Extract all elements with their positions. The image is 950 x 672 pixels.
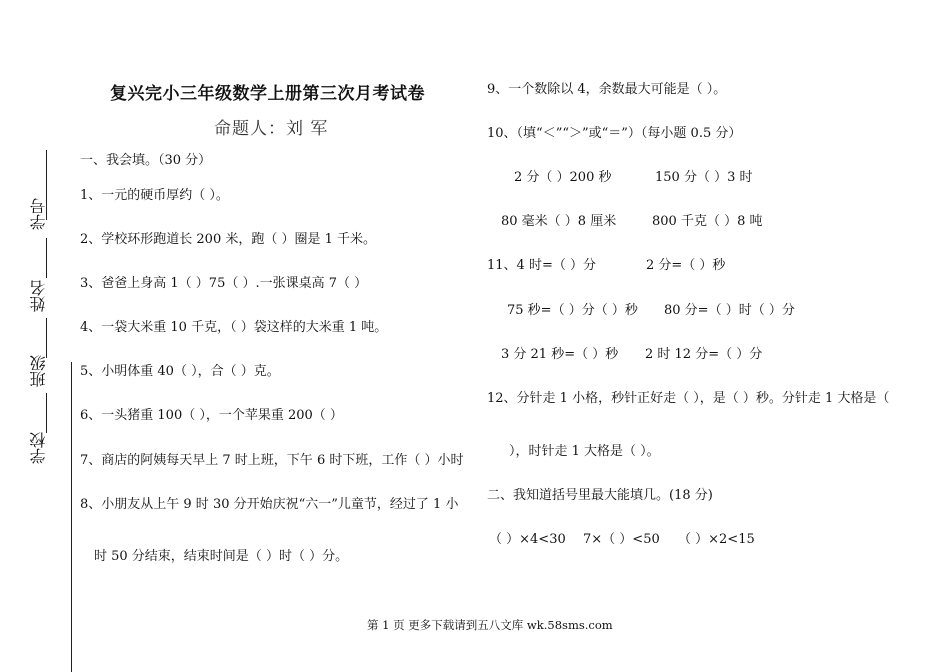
question-11-row1-a: 11、4 时=（ ）分 xyxy=(487,258,596,273)
student-id-label: 学号 xyxy=(29,198,48,230)
question-11-row3-b: 2 时 12 分=（ ）分 xyxy=(645,347,763,362)
question-10-row1-b: 150 分（ ）3 时 xyxy=(655,170,753,185)
question-2: 2、学校环形跑道长 200 米，跑（ ）圈是 1 千米。 xyxy=(80,232,377,247)
question-3: 3、爸爸上身高 1（ ）75（ ）.一张课桌高 7（ ） xyxy=(80,276,368,291)
binding-line-mid1 xyxy=(46,238,47,278)
question-7: 7、商店的阿姨每天早上 7 时上班，下午 6 时下班，工作（ ）小时 xyxy=(80,453,464,468)
binding-line-mid3 xyxy=(46,393,47,433)
question-5: 5、小明体重 40（ ），合（ ）克。 xyxy=(80,364,280,379)
question-10-row1-a: 2 分（ ）200 秒 xyxy=(514,170,612,185)
question-10-row2-a: 80 毫米（ ）8 厘米 xyxy=(501,214,617,229)
name-label: 姓名 xyxy=(29,280,48,312)
question-9: 9、一个数除以 4，余数最大可能是（ ）。 xyxy=(487,82,727,97)
question-12-line-2: ），时针走 1 大格是（ ）。 xyxy=(509,444,660,459)
question-11-row2-b: 80 分=（ ）时（ ）分 xyxy=(664,303,795,318)
question-12-line-1: 12、分针走 1 小格，秒针正好走（ ），是（ ）秒。分针走 1 大格是（ xyxy=(487,391,890,406)
column-divider-line xyxy=(71,362,72,672)
section-2-heading: 二、我知道括号里最大能填几。(18 分) xyxy=(487,488,713,503)
question-11-row3-a: 3 分 21 秒=（ ）秒 xyxy=(501,347,619,362)
section-2-item-2: 7×（ ）<50 xyxy=(583,532,660,547)
question-6: 6、一头猪重 100（ ），一个苹果重 200（ ） xyxy=(80,408,343,423)
question-4: 4、一袋大米重 10 千克，（ ）袋这样的大米重 1 吨。 xyxy=(80,320,388,335)
section-2-item-3: （ ）×2<15 xyxy=(678,532,755,547)
section-1-heading: 一、我会填。（30 分） xyxy=(80,153,212,168)
question-11-row2-a: 75 秒=（ ）分（ ）秒 xyxy=(507,303,638,318)
question-11-row1-b: 2 分=（ ）秒 xyxy=(646,258,726,273)
exam-author: 命题人：刘 军 xyxy=(214,119,329,139)
section-2-item-1: （ ）×4<30 xyxy=(489,532,566,547)
question-10: 10、（填“＜”“＞”或“＝”）（每小题 0.5 分） xyxy=(487,126,742,141)
school-label: 学校 xyxy=(29,432,48,464)
page-footer: 第 1 页 更多下载请到五八文库 wk.58sms.com xyxy=(367,618,613,632)
question-8-line-1: 8、小朋友从上午 9 时 30 分开始庆祝“六一”儿童节，经过了 1 小 xyxy=(80,497,459,512)
exam-title: 复兴完小三年级数学上册第三次月考试卷 xyxy=(110,84,425,104)
binding-line-mid2 xyxy=(46,318,47,358)
class-label: 班级 xyxy=(29,355,48,387)
question-1: 1、一元的硬币厚约（ ）。 xyxy=(80,188,229,203)
question-10-row2-b: 800 千克（ ）8 吨 xyxy=(652,214,763,229)
question-8-line-2: 时 50 分结束，结束时间是（ ）时（ ）分。 xyxy=(94,549,349,564)
